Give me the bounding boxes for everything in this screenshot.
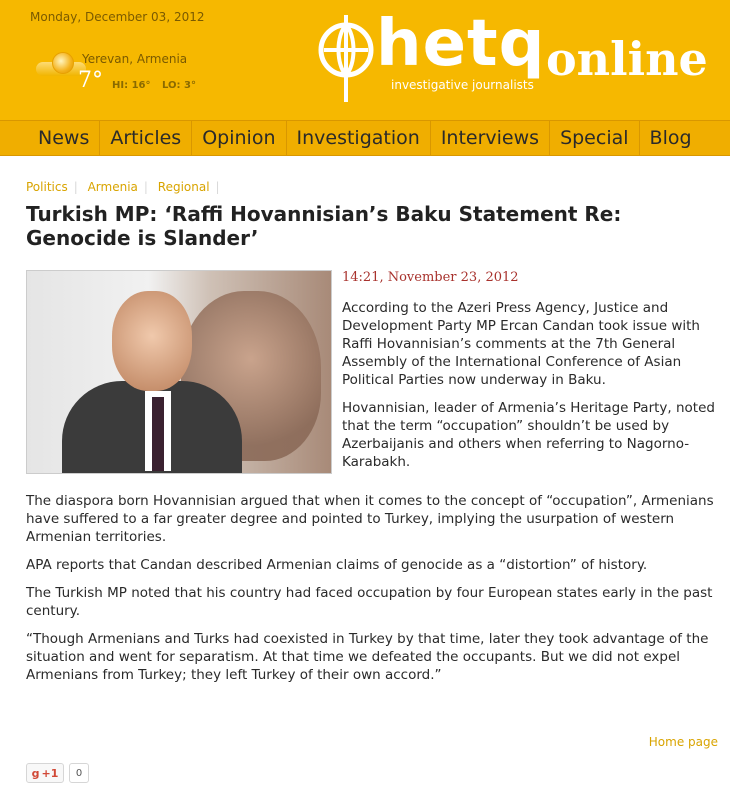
google-plus-icon: g	[31, 766, 40, 780]
photo-face	[112, 291, 192, 391]
nav-item-interviews[interactable]: Interviews	[431, 121, 550, 155]
breadcrumb-regional[interactable]: Regional	[157, 180, 210, 194]
breadcrumb-separator: |	[215, 180, 220, 194]
breadcrumb-separator: |	[143, 180, 148, 194]
google-plus-widget	[26, 763, 89, 783]
nav-item-blog[interactable]: Blog	[649, 127, 692, 149]
home-page-link[interactable]: Home page	[648, 735, 718, 749]
photo-tie	[152, 397, 164, 471]
article-paragraph-4: APA reports that Candan described Armenian claims of genocide as a “distortion” of history.	[26, 557, 648, 573]
article-paragraph-6: “Though Armenians and Turks had coexisted in Turkey by that time, later they took advantage of the situation and went for separatism. At that time we defeated the occupants. But we did not expel Armenians from Turkey; they left Turkey of their own accord.”	[26, 631, 709, 683]
breadcrumb-armenia[interactable]: Armenia	[87, 180, 138, 194]
article-paragraph-1: According to the Azeri Press Agency, Justice and Development Party MP Ercan Candan took issue with Raffi Hovannisian’s comments at the 7th General Assembly of the International Conference of Asian Political Parties now underway in Baku.	[342, 300, 700, 388]
weather-widget	[34, 44, 234, 104]
article-title: Turkish MP: ‘Raffi Hovannisian’s Baku Statement Re: Genocide is Slander’	[26, 202, 622, 250]
article-body	[26, 492, 718, 694]
breadcrumb	[26, 180, 718, 194]
logo-tagline: investigative journalists	[391, 78, 534, 92]
article-paragraph-3: The diaspora born Hovannisian argued that when it comes to the concept of “occupation”, Armenians have suffered to a far greater degree and pointed to Turkey, implying the usurpation of western Armenian territories.	[26, 493, 714, 545]
weather-lo: LO: 3°	[161, 80, 196, 91]
nav-item-investigation[interactable]: Investigation	[287, 121, 431, 155]
weather-hi: HI: 16°	[112, 80, 151, 91]
weather-temperature: 7°	[78, 68, 103, 93]
site-logo[interactable]	[316, 7, 716, 110]
nav-item-opinion[interactable]: Opinion	[192, 121, 286, 155]
hetq-logo-icon	[316, 10, 376, 106]
google-plus-count: 0	[69, 763, 89, 783]
nav-item-news[interactable]: News	[28, 121, 100, 155]
site-header	[0, 0, 730, 120]
article-paragraph-2: Hovannisian, leader of Armenia’s Heritage Party, noted that the term “occupation” shouldn’t be used by Azerbaijanis and others when referring to Nagorno-Karabakh.	[342, 400, 715, 470]
article-content	[26, 180, 718, 780]
main-nav	[0, 120, 730, 156]
logo-online: online	[546, 32, 708, 86]
nav-item-special[interactable]: Special	[550, 121, 639, 155]
article-paragraph-5: The Turkish MP noted that his country had faced occupation by four European states early in the past century.	[26, 585, 713, 619]
google-plus-button[interactable]	[26, 763, 64, 783]
current-date: Monday, December 03, 2012	[30, 10, 205, 24]
nav-item-articles[interactable]: Articles	[100, 121, 192, 155]
article-intro	[342, 270, 718, 481]
article-photo	[26, 270, 332, 474]
weather-hilo	[112, 80, 204, 91]
breadcrumb-politics[interactable]: Politics	[26, 180, 68, 194]
logo-wordmark: hetq	[376, 7, 546, 81]
weather-sun-icon	[52, 52, 74, 74]
breadcrumb-separator: |	[73, 180, 78, 194]
google-plus-label: +1	[41, 766, 59, 780]
article-timestamp: 14:21, November 23, 2012	[342, 270, 519, 285]
weather-city: Yerevan, Armenia	[82, 52, 188, 66]
